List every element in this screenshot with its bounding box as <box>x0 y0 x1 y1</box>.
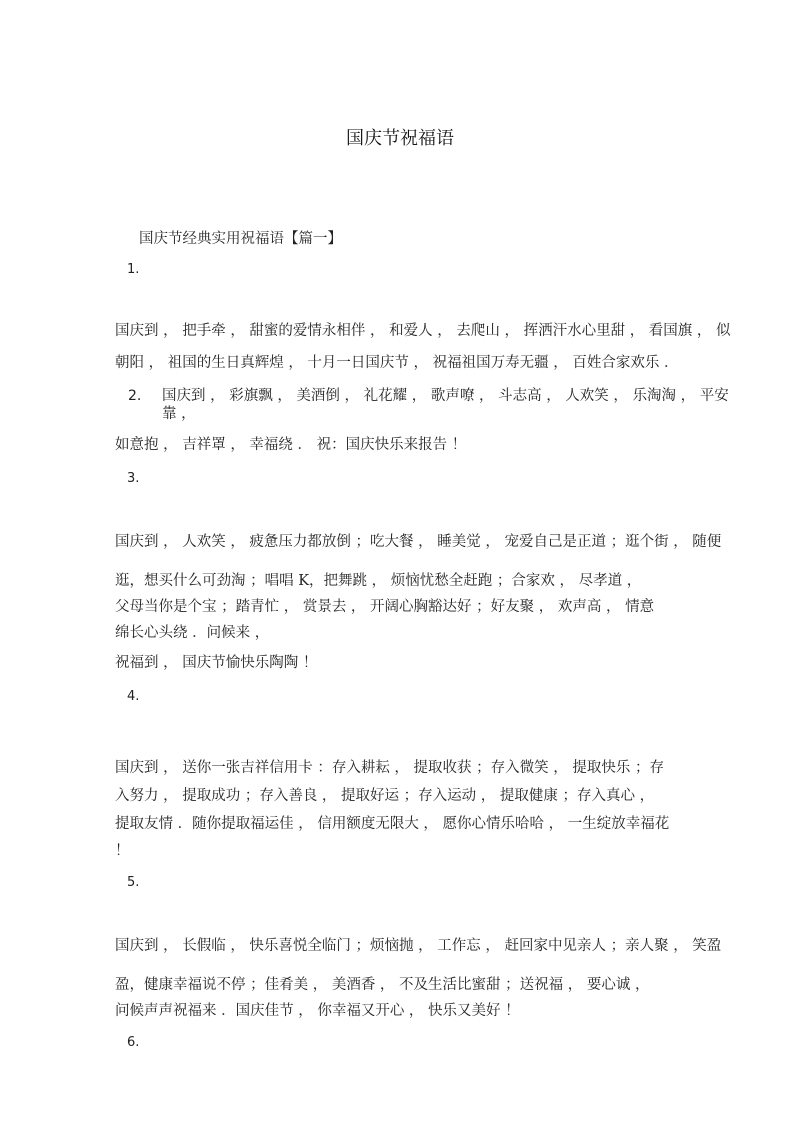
item-3-line-4: 绵长心头绕 ．问候来 ， <box>115 625 270 641</box>
item-1-line-2: 朝阳 ， 祖国的生日真辉煌 ， 十月一日国庆节 ， 祝福祖国万寿无疆 ， 百姓合家欢乐 ． <box>115 355 679 371</box>
item-number-4: 4. <box>127 689 140 704</box>
item-number-5: 5. <box>127 875 140 890</box>
item-number-1: 1. <box>127 262 140 277</box>
item-number-2: 2. <box>128 388 142 404</box>
item-4-line-3: 提取友情 ．随你提取福运佳 ， 信用额度无限大 ， 愿你心情乐哈哈 ， 一生绽放幸福花 <box>115 816 670 832</box>
item-3-line-3: 父母当你是个宝 ；踏青忙 ， 赏景去 ， 开阔心胸豁达好 ；好友聚 ， 欢声高 ， 情意 <box>115 599 655 615</box>
item-5-line-1: 国庆到 ， 长假临 ， 快乐喜悦全临门 ；烦恼抛 ， 工作忘 ， 赶回家中见亲人 ；亲人聚 ， 笑盈 <box>115 938 722 954</box>
item-2-line-1: 国庆到 ， 彩旗飘 ， 美酒倒 ， 礼花耀 ， 歌声嘹 ， 斗志高 ， 人欢笑 ， 乐淘淘 ， 平安 <box>162 388 729 404</box>
item-number-3: 3. <box>127 471 140 486</box>
item-5-line-2: 盈，健康幸福说不停 ；佳肴美 ， 美酒香 ， 不及生活比蜜甜 ；送祝福 ， 要心诚 ， <box>115 977 650 993</box>
item-3-line-2: 逛，想买什么可劲淘 ；唱唱 K，把舞跳 ， 烦恼忧愁全赶跑 ；合家欢 ， 尽孝道 ， <box>115 573 642 589</box>
item-1-line-1: 国庆到 ， 把手牵 ， 甜蜜的爱情永相伴 ， 和爱人 ， 去爬山 ， 挥洒汗水心里甜 ， 看国旗 ， 似 <box>115 323 731 339</box>
item-2-line-2: 靠 ， <box>162 406 196 422</box>
item-4-line-1: 国庆到 ， 送你一张吉祥信用卡 ：存入耕耘 ， 提取收获 ；存入微笑 ， 提取快乐 ；存 <box>115 760 664 776</box>
item-3-line-5: 祝福到 ， 国庆节愉快乐陶陶 ！ <box>115 655 318 671</box>
section-heading: 国庆节经典实用祝福语【篇一】 <box>139 231 342 247</box>
item-4-line-2: 入努力 ， 提取成功 ；存入善良 ， 提取好运 ；存入运动 ， 提取健康 ；存入真心 ， <box>115 788 655 804</box>
item-number-6: 6. <box>127 1035 140 1050</box>
item-3-line-1: 国庆到 ， 人欢笑 ， 疲惫压力都放倒 ；吃大餐 ， 睡美觉 ， 宠爱自己是正道 ；逛个街 ， 随便 <box>115 534 722 550</box>
page-title: 国庆节祝福语 <box>346 128 454 149</box>
item-4-line-4: ！ <box>115 843 130 859</box>
item-5-line-3: 问候声声祝福来 ．国庆佳节 ， 你幸福又开心 ， 快乐又美好 ！ <box>115 1003 520 1019</box>
item-2-line-3: 如意抱 ， 吉祥罩 ， 幸福绕 ． 祝：国庆快乐来报告 ！ <box>115 437 467 453</box>
